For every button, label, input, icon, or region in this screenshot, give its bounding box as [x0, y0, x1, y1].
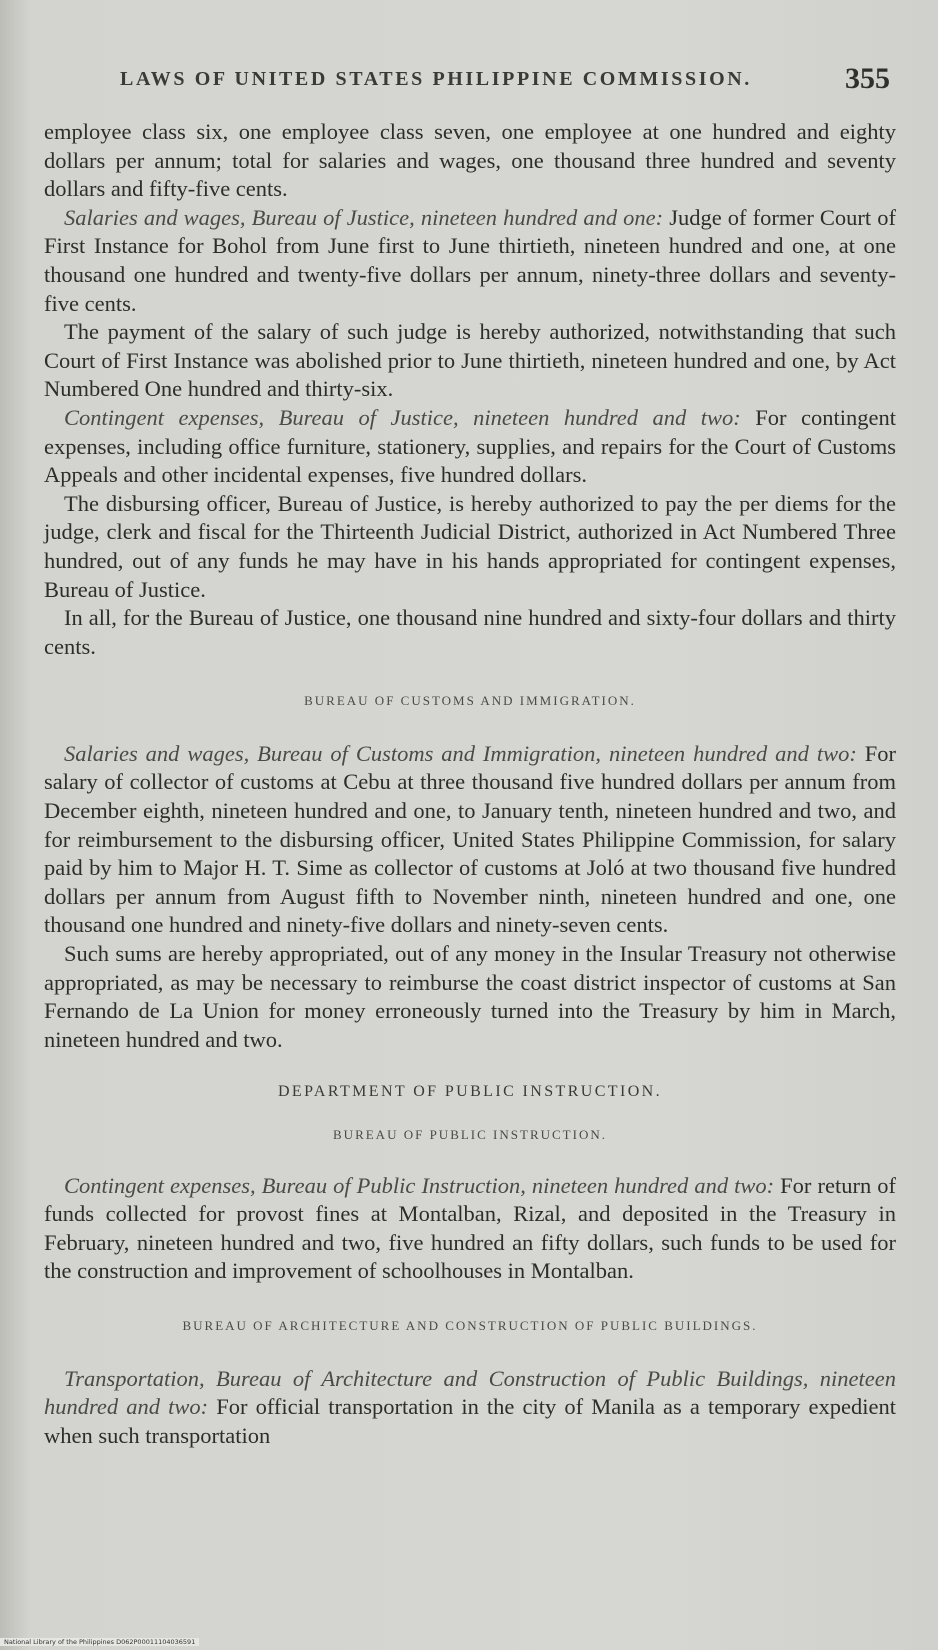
paragraph-text: Such sums are hereby appropriated, out of any money in the Insular Treasury not otherwise appropriated, as may be necessary to reimburse the coast district inspector of customs at San Fernando de La Union for money erroneously turned into the Treasury by him in March, nineteen hundred and two.: [44, 941, 896, 1052]
page-header: [120, 62, 890, 102]
scan-footer: National Library of the Philippines D062P00011104036591: [0, 1638, 199, 1646]
section-heading-architecture: BUREAU OF ARCHITECTURE AND CONSTRUCTION OF PUBLIC BUILDINGS.: [182, 1317, 758, 1333]
paragraph-heading: Salaries and wages, Bureau of Customs and Immigration, nineteen hundred and two:: [64, 740, 857, 766]
section-heading-customs: BUREAU OF CUSTOMS AND IMMIGRATION.: [304, 693, 636, 709]
paragraph-text: In all, for the Bureau of Justice, one thousand nine hundred and sixty-four dollars and thirty cents.: [44, 605, 896, 659]
paragraph: [44, 1365, 896, 1451]
paragraph: [44, 604, 896, 661]
paragraph: [44, 318, 896, 404]
paragraph: [44, 204, 896, 318]
paragraph-text: For contingent expenses, including office furniture, stationery, supplies, and repairs for the Court of Customs Appeals and other incidental expenses, five hundred dollars.: [44, 404, 897, 488]
paragraph-text: For return of funds collected for provost fines at Montalban, Rizal, and deposited in the Treasury in February, nineteen hundred and two, five hundred an fifty dollars, such funds to be used for the construction and improvement of schoolhouses in Montalban.: [44, 1172, 896, 1284]
paragraph-text: For salary of collector of customs at Cebu at three thousand five hundred dollars per annum from December eighth, nineteen hundred and one, to January tenth, nineteen hundred and two, and for reimbursement to the disbursing officer, United States Philippine Commission, for salary paid by him to Major H. T. Sime as collector of customs at Joló at two thousand five hundred dollars per annum from August fifth to November ninth, nineteen hundred and one, one thousand one hundred and ninety-five dollars and ninety-seven cents.: [44, 740, 897, 938]
paragraph: [44, 1172, 896, 1286]
document-body: [44, 118, 896, 1450]
paragraph: [44, 740, 896, 940]
paragraph: [44, 404, 896, 490]
paragraph-heading: Transportation, Bureau of Architecture and Construction of Public Buildings, nineteen hundred and two:: [44, 1365, 896, 1420]
section-heading-public-instruction: DEPARTMENT OF PUBLIC INSTRUCTION.: [277, 1083, 663, 1101]
paragraph-text: The payment of the salary of such judge is hereby authorized, notwithstanding that such Court of First Instance was abolished prior to June thirtieth, nineteen hundred and one, by Act Numbered One hundred and thirty-six.: [44, 319, 896, 402]
paragraph-text: employee class six, one employee class seven, one employee at one hundred and eighty dollars per annum; total for salaries and wages, one thousand three hundred and seventy dollars and fifty-five cents.: [44, 119, 896, 202]
paragraph: [44, 118, 896, 204]
running-head: LAWS OF UNITED STATES PHILIPPINE COMMISSION.: [120, 68, 752, 90]
paragraph: [44, 490, 896, 604]
paragraph-text: Judge of former Court of First Instance for Bohol from June first to June thirtieth, nineteen hundred and one, at one thousand one hundred and twenty-five dollars per annum, ninety-three dollars and seventy-five cents.: [44, 204, 896, 316]
paragraph-heading: Contingent expenses, Bureau of Public Instruction, nineteen hundred and two:: [64, 1172, 775, 1198]
paragraph-heading: Contingent expenses, Bureau of Justice, nineteen hundred and two:: [64, 404, 741, 430]
page-number: 355: [845, 62, 890, 95]
paragraph: [44, 940, 896, 1054]
paragraph-text: For official transportation in the city of Manila as a temporary expedient when such transportation: [44, 1394, 896, 1448]
paragraph-heading: Salaries and wages, Bureau of Justice, nineteen hundred and one:: [64, 204, 664, 230]
subsection-heading-public-instruction: BUREAU OF PUBLIC INSTRUCTION.: [333, 1127, 607, 1142]
paragraph-text: The disbursing officer, Bureau of Justice, is hereby authorized to pay the per diems for the judge, clerk and fiscal for the Thirteenth Judicial District, authorized in Act Numbered Three hundred, out of any funds he may have in his hands appropriated for contingent expenses, Bureau of Justice.: [44, 490, 896, 602]
